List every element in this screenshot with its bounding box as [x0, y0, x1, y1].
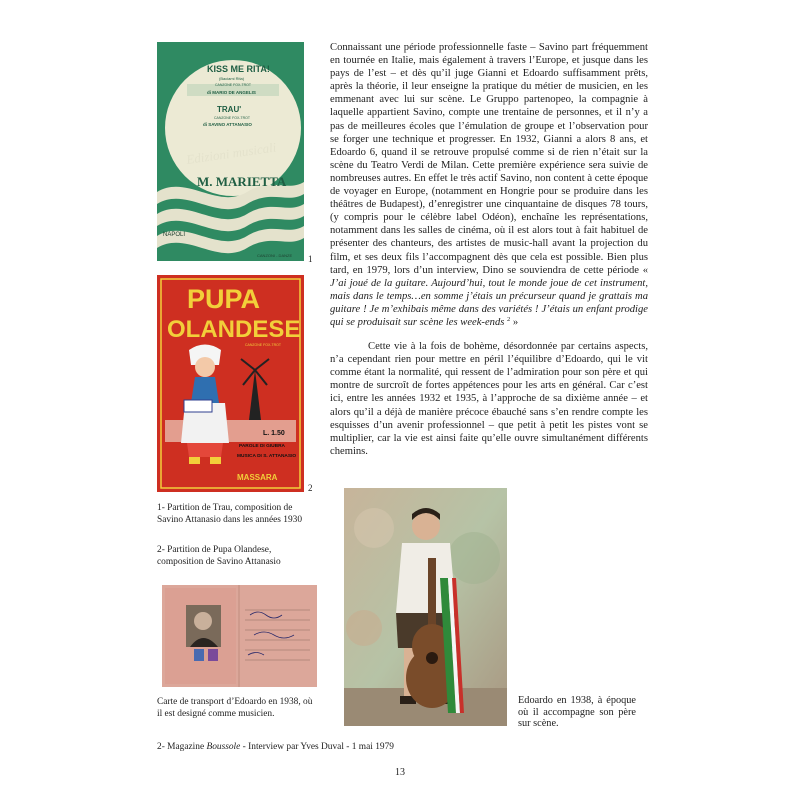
cover-publisher: MASSARA	[237, 473, 278, 482]
cover-author-2: di SAVINO ATTANASIO	[203, 122, 252, 127]
paragraph-1-text: Connaissant une période professionnelle faste – Savino part fréquemment en tournée en Italie, mais également à travers l’Europe, et jusque dans les pays de l’est – et dès qu’il juge Gianni et Edoardo suffisamment prêts, après la théorie, il leur enseigne la pratique du métier de musicien, en les emmenant avec lui sur scène. Le Gruppo partenopeo, la compagnie à laquelle appartient Savino, compte une trentaine de personnes, et il n’y a pas de meilleures écoles que l’émulation de groupe et l’observation pour se forger une technique et progresser. En 1932, Gianni a alors 8 ans, et Edoardo 6, quand il se retrouve propulsé comme si de rien n’était sur la scène du Teatro Verdi de Milan. Cette première expérience sera suivie de nombreuses autres. En effet le très actif Savino, non content à cette époque de voyager en Europe, (notamment en Hongrie pour se produire dans les théâtres de Budapest), d’enregistrer une cinquantaine de disques 78 tours, (y compris pour le célèbre label Odéon), enchaîne les représentations, notamment dans les salles de cinéma, où il est alors tout à fait habituel de présenter des chanteurs, des artistes de music-hall avant la projection du film, et ses deux fils l’accompagnent dès que cela est possible. Bien plus tard, en 1979, lors d’un interview, Dino se souviendra de cette période «	[330, 42, 648, 276]
cover-credit-music: MUSICA DI S. ATTANASIO	[237, 454, 297, 459]
sheet-music-pupa-olandese-image	[157, 275, 304, 492]
cover-genre: CANZONE FOX-TROT	[215, 83, 251, 87]
footnote-suffix: - Interview par Yves Duval - 1 mai 1979	[240, 742, 394, 752]
main-text-column	[330, 41, 648, 458]
footnote-magazine: Boussole	[206, 742, 241, 752]
publisher-line-1: Edizioni musicali	[185, 139, 278, 167]
cover-genre: CANZONE FOX-TROT	[245, 343, 281, 347]
transport-card-image	[162, 585, 317, 687]
cover-footer-label: CANZONI - DANZE	[257, 253, 293, 258]
dino-quote: J’ai joué de la guitare. Aujourd’hui, tout le monde joue de cet instrument, mais dans le temps…en somme j’étais un précurseur quand je grattais ma guitare ! Je m’exhibais même dans des variétés ! J’étais un enfant prodige qui se produisait sur scène les week-ends	[330, 277, 648, 328]
caption-edoardo-photo: Edoardo en 1938, à époque où il accompagne son père sur scène.	[518, 695, 636, 730]
footnote-prefix: 2- Magazine	[157, 742, 207, 752]
cover-title-2: OLANDESE	[167, 316, 301, 343]
caption-figure-2: 2- Partition de Pupa Olandese, composition de Savino Attanasio	[157, 545, 281, 567]
cover-price: L. 1.50	[263, 430, 285, 437]
caption-transport-card: Carte de transport d’Edoardo en 1938, où il est designé comme musicien.	[157, 697, 313, 719]
caption-figure-1: 1- Partition de Trau, composition de Savino Attanasio dans les années 1930	[157, 503, 303, 525]
cover-genre-2: CANZONE FOX-TROT	[214, 116, 250, 120]
sheet-music-trau-image	[157, 42, 304, 261]
figure-number-2: 2	[308, 483, 313, 493]
edoardo-photo-image	[344, 488, 507, 726]
footnote-reference: 2	[507, 315, 511, 323]
cover-title-1: PUPA	[187, 284, 261, 314]
footnote	[157, 742, 394, 752]
cover-title-2: TRAU'	[217, 105, 242, 114]
paragraph-2: Cette vie à la fois de bohème, désordonnée par certains aspects, n’a cependant rien pour mettre en péril l’équilibre d’Edoardo, qui le vit comme étant la normalité, qui ressent de l’admiration pour son père et qui montre de surcroît de fortes appétences pour les arts en général. Car c’est ici, entre les années 1932 et 1935, à l’approche de sa dixième année – et alors qu’il a déjà de manière précoce ébauché sans s’en rendre compte les esquisses d’un avenir professionnel – que petit à petit les pistes vont se multiplier, car la vie est ainsi faite qu’elle ouvre simultanément différents chemins.	[330, 341, 648, 457]
paragraph-1-end: »	[510, 316, 519, 328]
cover-subtitle: (Baciami Rita)	[219, 76, 245, 81]
cover-credit-lyrics: PAROLE DI GIUBRA	[239, 444, 286, 449]
figure-number-1: 1	[308, 254, 313, 264]
page-number: 13	[395, 767, 405, 778]
publisher-line-2: M. MARIETTA	[197, 174, 287, 189]
cover-title: KISS ME RITA!	[207, 64, 270, 74]
publisher-city: NAPOLI	[163, 232, 186, 238]
paragraph-1	[330, 41, 648, 329]
cover-author: di MARIO DE ANGELIS	[207, 90, 256, 95]
